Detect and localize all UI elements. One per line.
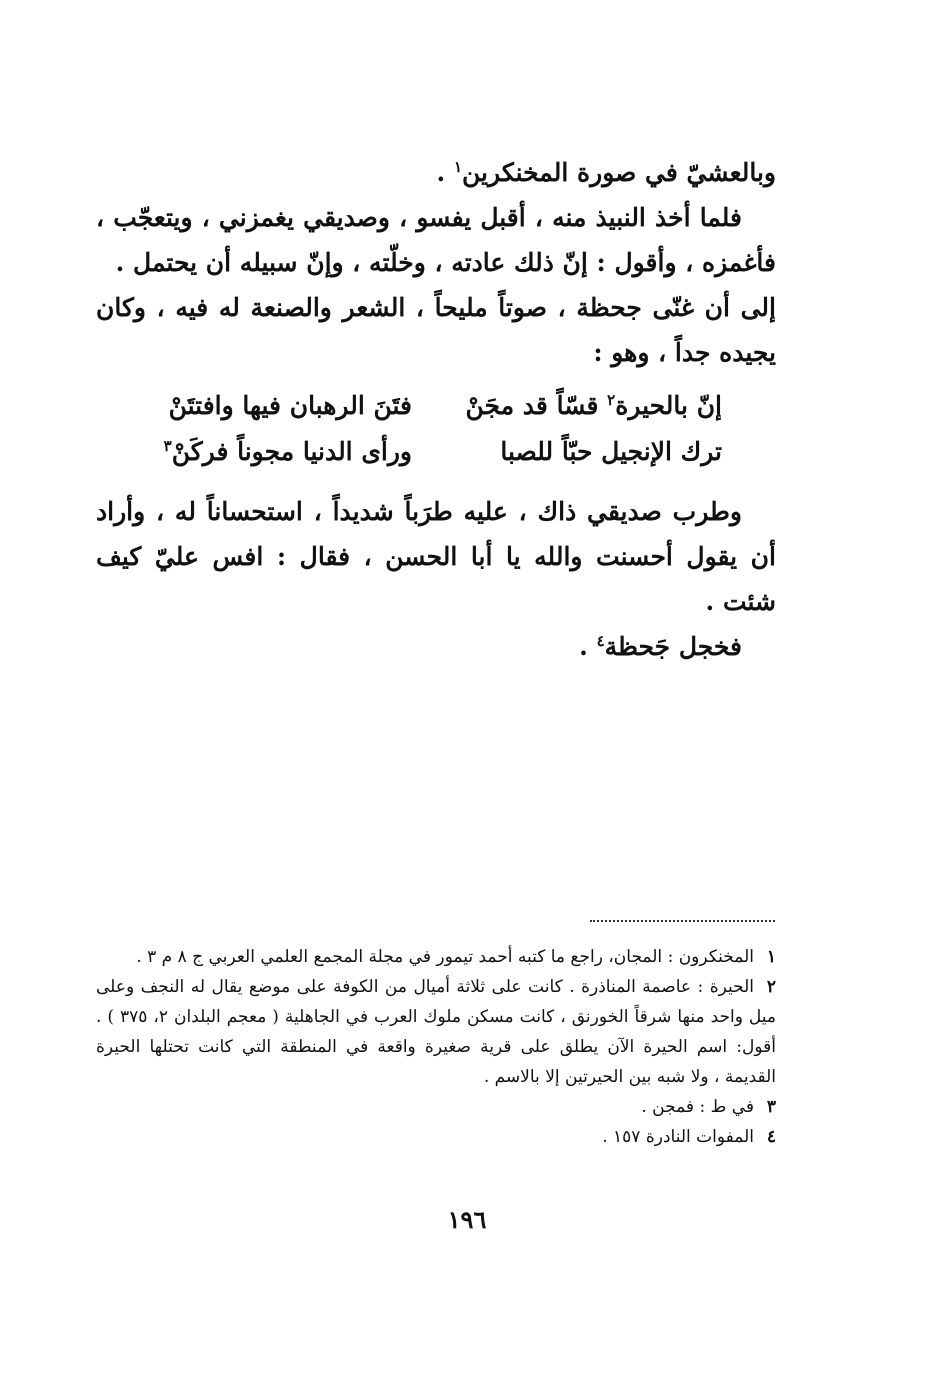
main-text (96, 150, 776, 669)
footnote-number: ٤ (766, 1127, 776, 1147)
footnote-1 (96, 942, 776, 972)
footnote-ref-4[interactable]: ٤ (596, 632, 605, 650)
footnote-number: ٣ (766, 1097, 776, 1117)
paragraph-4: وطرب صديقي ذاك ، عليه طرَباً شديداً ، استحساناً له ، وأراد أن يقول أحسنت والله يا أبا الحسن ، فقال : افس عليّ كيف شئت . (96, 497, 776, 616)
paragraph-1: وبالعشيّ في صورة المخنكرين$^١$ . (436, 158, 776, 187)
paragraph-3: إلى أن غنّى جحظة ، صوتاً مليحاً ، الشعر والصنعة له فيه ، وكان يجيده جداً ، وهو : (96, 293, 776, 367)
page-number: ١٩٦ (447, 1205, 487, 1234)
paragraph-5: فخجل جَحظة$^٤$ . (579, 632, 742, 661)
footnote-number: ١ (766, 947, 776, 967)
footnote-4 (96, 1122, 776, 1152)
verse-2-hemistich-1: ترك الإنجيل حبّاً للصبا (500, 437, 722, 466)
verse-1 (96, 383, 776, 429)
footnote-text: المخنكرون : المجان، راجع ما كتبه أحمد تيمور في مجلة المجمع العلمي العربي ج ٨ م ٣ . (136, 947, 754, 967)
verse-2-hemistich-2: ورأى الدنيا مجوناً فركَنْ$^٣$ (163, 437, 412, 466)
footnote-ref-3[interactable]: ٣ (163, 437, 172, 455)
verse-2 (96, 429, 776, 475)
verse-1-hemistich-1: إنّ بالحيرة$^٢$ قسّاً قد مجَنْ (465, 391, 722, 420)
footnote-3 (96, 1092, 776, 1122)
footnote-text: المفوات النادرة ١٥٧ . (602, 1127, 754, 1147)
footnote-text: في ط : فمجن . (641, 1097, 754, 1117)
footnotes (96, 942, 776, 1152)
footnote-ref-2[interactable]: ٢ (607, 391, 616, 409)
footnote-ref-1[interactable]: ١ (453, 158, 463, 176)
poem (96, 383, 776, 475)
footnote-text: الحيرة : عاصمة المناذرة . كانت على ثلاثة أميال من الكوفة على موضع يقال له النجف وعلى ميل واحد منها شرقاً الخورنق ، كانت مسكن ملوك العرب في الجاهلية ( معجم البلدان ٢، ٣٧٥ ) . أقول: اسم الحيرة الآن يطلق على قرية صغيرة واقعة في المنطقة التي كانت تحتلها الحيرة القديمة ، ولا شبه بين الحيرتين إلا بالاسم . (96, 977, 777, 1087)
footnote-number: ٢ (766, 977, 776, 997)
verse-1-hemistich-2: فتَنَ الرهبان فيها وافتتَنْ (168, 391, 412, 420)
footnote-2 (96, 972, 776, 1092)
paragraph-2: فلما أخذ النبيذ منه ، أقبل يفسو ، وصديقي يغمزني ، ويتعجّب ، فأغمزه ، وأقول : إنّ ذلك عادته ، وخلّته ، وإنّ سبيله أن يحتمل . (96, 203, 776, 277)
footnote-separator (590, 920, 775, 922)
